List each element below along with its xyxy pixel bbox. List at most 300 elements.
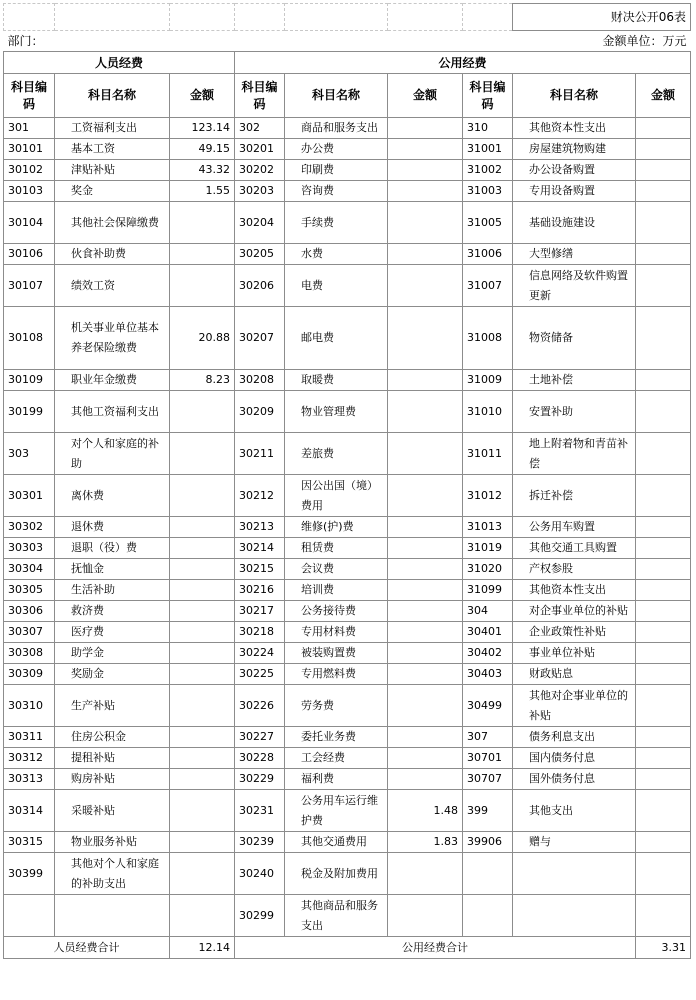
cell-code-personnel: 30302	[4, 517, 55, 538]
cell-code-public: 30213	[235, 517, 285, 538]
cell-amount-capital	[636, 139, 691, 160]
table-row	[4, 895, 691, 937]
cell-name-personnel: 助学金	[55, 643, 170, 664]
cell-amount-public	[388, 139, 463, 160]
cell-name-public: 印刷费	[285, 160, 388, 181]
cell-code-capital: 310	[463, 118, 513, 139]
cell-amount-capital	[636, 433, 691, 475]
cell-code-capital: 31013	[463, 517, 513, 538]
cell-amount-personnel	[170, 853, 235, 895]
cell-code-personnel: 30311	[4, 727, 55, 748]
cell-code-personnel: 30106	[4, 244, 55, 265]
cell-code-capital: 31019	[463, 538, 513, 559]
cell-name-public: 物业管理费	[285, 391, 388, 433]
cell-code-personnel: 303	[4, 433, 55, 475]
col-name-3: 科目名称	[513, 74, 636, 118]
cell-amount-personnel	[170, 580, 235, 601]
cell-amount-capital	[636, 370, 691, 391]
table-row	[4, 538, 691, 559]
cell-name-capital: 国外债务付息	[513, 769, 636, 790]
section-personnel: 人员经费	[4, 52, 235, 74]
cell-code-personnel: 30104	[4, 202, 55, 244]
cell-code-public: 30215	[235, 559, 285, 580]
cell-amount-personnel	[170, 391, 235, 433]
cell-code-public: 30228	[235, 748, 285, 769]
cell-name-capital: 国内债务付息	[513, 748, 636, 769]
cell-code-personnel: 30313	[4, 769, 55, 790]
personnel-total-label: 人员经费合计	[4, 937, 170, 959]
cell-amount-personnel	[170, 433, 235, 475]
cell-name-capital: 其他支出	[513, 790, 636, 832]
cell-name-personnel: 住房公积金	[55, 727, 170, 748]
cell-amount-personnel: 20.88	[170, 307, 235, 370]
personnel-total-value: 12.14	[170, 937, 235, 959]
cell-amount-public	[388, 580, 463, 601]
cell-code-capital: 31010	[463, 391, 513, 433]
cell-name-public: 租赁费	[285, 538, 388, 559]
cell-amount-capital	[636, 202, 691, 244]
cell-amount-personnel	[170, 832, 235, 853]
cell-amount-capital	[636, 622, 691, 643]
cell-name-public: 其他商品和服务支出	[285, 895, 388, 937]
cell-code-public: 30212	[235, 475, 285, 517]
cell-amount-personnel	[170, 622, 235, 643]
cell-amount-capital	[636, 895, 691, 937]
cell-amount-capital	[636, 685, 691, 727]
cell-code-personnel: 30308	[4, 643, 55, 664]
cell-name-public: 税金及附加费用	[285, 853, 388, 895]
expense-table	[3, 3, 691, 959]
cell-code-personnel: 30315	[4, 832, 55, 853]
cell-code-capital	[463, 895, 513, 937]
cell-name-capital	[513, 853, 636, 895]
cell-code-public: 30202	[235, 160, 285, 181]
cell-amount-capital	[636, 664, 691, 685]
cell-code-public: 30211	[235, 433, 285, 475]
cell-amount-public	[388, 307, 463, 370]
cell-amount-public	[388, 601, 463, 622]
cell-amount-personnel	[170, 790, 235, 832]
cell-amount-public	[388, 559, 463, 580]
cell-amount-personnel	[170, 727, 235, 748]
cell-name-capital: 安置补助	[513, 391, 636, 433]
cell-name-public: 取暖费	[285, 370, 388, 391]
cell-code-public: 30204	[235, 202, 285, 244]
cell-code-capital: 39906	[463, 832, 513, 853]
cell-code-public: 30207	[235, 307, 285, 370]
table-row	[4, 559, 691, 580]
cell-name-capital: 地上附着物和青苗补偿	[513, 433, 636, 475]
cell-amount-personnel	[170, 601, 235, 622]
table-row	[4, 853, 691, 895]
totals-row	[4, 937, 691, 959]
cell-amount-personnel	[170, 685, 235, 727]
table-row	[4, 622, 691, 643]
cell-name-public: 因公出国（境）费用	[285, 475, 388, 517]
cell-name-capital: 其他资本性支出	[513, 118, 636, 139]
table-row	[4, 601, 691, 622]
cell-code-capital: 30707	[463, 769, 513, 790]
cell-code-capital: 30403	[463, 664, 513, 685]
table-row	[4, 265, 691, 307]
cell-amount-personnel	[170, 769, 235, 790]
cell-code-personnel: 30312	[4, 748, 55, 769]
table-row	[4, 244, 691, 265]
cell-name-capital: 信息网络及软件购置更新	[513, 265, 636, 307]
cell-amount-public	[388, 622, 463, 643]
cell-name-personnel: 物业服务补贴	[55, 832, 170, 853]
cell-amount-public	[388, 664, 463, 685]
cell-name-public: 委托业务费	[285, 727, 388, 748]
cell-amount-personnel	[170, 202, 235, 244]
cell-code-personnel: 30109	[4, 370, 55, 391]
cell-name-personnel: 生活补助	[55, 580, 170, 601]
cell-amount-capital	[636, 307, 691, 370]
cell-name-personnel: 其他工资福利支出	[55, 391, 170, 433]
cell-amount-capital	[636, 244, 691, 265]
cell-name-capital: 债务利息支出	[513, 727, 636, 748]
cell-name-capital: 公务用车购置	[513, 517, 636, 538]
cell-amount-public	[388, 391, 463, 433]
cell-amount-public	[388, 517, 463, 538]
cell-amount-personnel	[170, 538, 235, 559]
cell-amount-capital	[636, 832, 691, 853]
cell-name-capital: 财政贴息	[513, 664, 636, 685]
table-row	[4, 307, 691, 370]
cell-name-public: 商品和服务支出	[285, 118, 388, 139]
cell-name-capital: 赠与	[513, 832, 636, 853]
meta-row	[4, 31, 691, 52]
cell-code-capital: 31002	[463, 160, 513, 181]
cell-code-capital: 30402	[463, 643, 513, 664]
cell-amount-personnel	[170, 265, 235, 307]
table-row	[4, 118, 691, 139]
cell-name-personnel: 对个人和家庭的补助	[55, 433, 170, 475]
table-row	[4, 139, 691, 160]
cell-code-capital: 31007	[463, 265, 513, 307]
cell-name-public: 水费	[285, 244, 388, 265]
table-row	[4, 181, 691, 202]
cell-code-public: 30206	[235, 265, 285, 307]
cell-name-public: 邮电费	[285, 307, 388, 370]
section-header-row	[4, 52, 691, 74]
cell-name-capital: 其他对企事业单位的补贴	[513, 685, 636, 727]
cell-name-personnel	[55, 895, 170, 937]
cell-code-public: 30214	[235, 538, 285, 559]
cell-name-capital: 事业单位补贴	[513, 643, 636, 664]
table-row	[4, 391, 691, 433]
cell-amount-public	[388, 118, 463, 139]
cell-name-public: 维修(护)费	[285, 517, 388, 538]
cell-code-capital: 30499	[463, 685, 513, 727]
cell-amount-personnel	[170, 475, 235, 517]
cell-code-capital: 31020	[463, 559, 513, 580]
cell-code-public: 30201	[235, 139, 285, 160]
cell-name-public: 劳务费	[285, 685, 388, 727]
cell-amount-public	[388, 244, 463, 265]
cell-amount-capital	[636, 790, 691, 832]
unit-label: 金额单位：万元	[602, 34, 687, 48]
table-row	[4, 685, 691, 727]
cell-code-personnel: 30305	[4, 580, 55, 601]
cell-amount-personnel	[170, 748, 235, 769]
cell-code-personnel: 30102	[4, 160, 55, 181]
cell-name-personnel: 抚恤金	[55, 559, 170, 580]
cell-name-capital: 土地补偿	[513, 370, 636, 391]
cell-code-capital: 31001	[463, 139, 513, 160]
cell-name-public: 培训费	[285, 580, 388, 601]
cell-name-public: 电费	[285, 265, 388, 307]
cell-name-capital: 办公设备购置	[513, 160, 636, 181]
cell-code-capital: 304	[463, 601, 513, 622]
cell-amount-capital	[636, 391, 691, 433]
cell-name-personnel: 退职（役）费	[55, 538, 170, 559]
cell-name-capital: 基础设施建设	[513, 202, 636, 244]
table-row	[4, 832, 691, 853]
table-row	[4, 748, 691, 769]
cell-name-personnel: 救济费	[55, 601, 170, 622]
cell-amount-capital	[636, 265, 691, 307]
cell-name-personnel: 奖金	[55, 181, 170, 202]
section-public: 公用经费	[235, 52, 691, 74]
cell-amount-public	[388, 685, 463, 727]
cell-amount-personnel	[170, 517, 235, 538]
cell-code-personnel: 30108	[4, 307, 55, 370]
cell-code-public: 30224	[235, 643, 285, 664]
cell-name-personnel: 绩效工资	[55, 265, 170, 307]
cell-amount-public	[388, 643, 463, 664]
cell-code-capital: 31006	[463, 244, 513, 265]
cell-amount-public	[388, 769, 463, 790]
cell-name-personnel: 采暖补贴	[55, 790, 170, 832]
table-row	[4, 202, 691, 244]
cell-name-personnel: 提租补贴	[55, 748, 170, 769]
cell-code-personnel: 30304	[4, 559, 55, 580]
cell-amount-capital	[636, 643, 691, 664]
cell-amount-public	[388, 202, 463, 244]
cell-name-personnel: 购房补贴	[55, 769, 170, 790]
cell-code-personnel: 30399	[4, 853, 55, 895]
cell-code-public: 30218	[235, 622, 285, 643]
cell-code-public: 30225	[235, 664, 285, 685]
cell-code-public: 30217	[235, 601, 285, 622]
cell-amount-personnel: 8.23	[170, 370, 235, 391]
col-code-2: 科目编码	[235, 74, 285, 118]
cell-amount-public	[388, 433, 463, 475]
cell-code-capital: 30701	[463, 748, 513, 769]
cell-amount-public	[388, 748, 463, 769]
col-name-1: 科目名称	[55, 74, 170, 118]
cell-name-public: 专用燃料费	[285, 664, 388, 685]
cell-code-personnel: 30103	[4, 181, 55, 202]
cell-code-capital: 31008	[463, 307, 513, 370]
cell-amount-public	[388, 160, 463, 181]
cell-amount-capital	[636, 748, 691, 769]
cell-amount-capital	[636, 853, 691, 895]
cell-amount-capital	[636, 580, 691, 601]
cell-code-public: 30227	[235, 727, 285, 748]
col-amount-1: 金额	[170, 74, 235, 118]
cell-name-public: 手续费	[285, 202, 388, 244]
cell-code-public: 30216	[235, 580, 285, 601]
cell-code-personnel: 30306	[4, 601, 55, 622]
cell-name-personnel: 其他对个人和家庭的补助支出	[55, 853, 170, 895]
form-code: 财决公开06表	[513, 4, 691, 31]
cell-code-capital: 31099	[463, 580, 513, 601]
cell-name-personnel: 机关事业单位基本养老保险缴费	[55, 307, 170, 370]
table-row	[4, 475, 691, 517]
department-label: 部门：	[7, 34, 44, 48]
cell-name-personnel: 奖励金	[55, 664, 170, 685]
cell-code-capital: 30401	[463, 622, 513, 643]
cell-amount-personnel	[170, 895, 235, 937]
cell-code-capital: 31011	[463, 433, 513, 475]
cell-code-personnel: 30310	[4, 685, 55, 727]
public-total-label: 公用经费合计	[235, 937, 636, 959]
cell-amount-public	[388, 475, 463, 517]
cell-name-capital: 对企事业单位的补贴	[513, 601, 636, 622]
cell-code-capital: 31012	[463, 475, 513, 517]
cell-amount-public	[388, 370, 463, 391]
cell-name-public: 差旅费	[285, 433, 388, 475]
col-code-1: 科目编码	[4, 74, 55, 118]
cell-code-personnel: 301	[4, 118, 55, 139]
cell-amount-personnel: 1.55	[170, 181, 235, 202]
table-row	[4, 727, 691, 748]
cell-name-personnel: 工资福利支出	[55, 118, 170, 139]
cell-code-personnel: 30101	[4, 139, 55, 160]
cell-name-personnel: 退休费	[55, 517, 170, 538]
cell-name-capital: 产权参股	[513, 559, 636, 580]
cell-name-public: 福利费	[285, 769, 388, 790]
cell-name-personnel: 医疗费	[55, 622, 170, 643]
cell-name-capital: 专用设备购置	[513, 181, 636, 202]
cell-name-public: 工会经费	[285, 748, 388, 769]
table-row	[4, 160, 691, 181]
cell-name-capital: 其他交通工具购置	[513, 538, 636, 559]
table-row	[4, 664, 691, 685]
cell-name-personnel: 其他社会保障缴费	[55, 202, 170, 244]
cell-name-public: 专用材料费	[285, 622, 388, 643]
public-total-value: 3.31	[636, 937, 691, 959]
table-row	[4, 370, 691, 391]
cell-amount-public	[388, 895, 463, 937]
cell-code-personnel: 30309	[4, 664, 55, 685]
cell-code-capital: 31009	[463, 370, 513, 391]
budget-sheet	[3, 3, 690, 959]
cell-code-public: 30299	[235, 895, 285, 937]
cell-code-personnel: 30107	[4, 265, 55, 307]
cell-amount-public	[388, 181, 463, 202]
col-code-3: 科目编码	[463, 74, 513, 118]
cell-amount-personnel	[170, 664, 235, 685]
cell-code-personnel: 30301	[4, 475, 55, 517]
cell-amount-personnel	[170, 244, 235, 265]
cell-code-personnel: 30199	[4, 391, 55, 433]
cell-amount-capital	[636, 727, 691, 748]
cell-amount-public	[388, 538, 463, 559]
cell-code-public: 30239	[235, 832, 285, 853]
cell-name-public: 被装购置费	[285, 643, 388, 664]
cell-code-personnel: 30307	[4, 622, 55, 643]
cell-name-personnel: 生产补贴	[55, 685, 170, 727]
cell-name-personnel: 津贴补贴	[55, 160, 170, 181]
cell-name-public: 咨询费	[285, 181, 388, 202]
cell-amount-capital	[636, 181, 691, 202]
cell-name-capital: 其他资本性支出	[513, 580, 636, 601]
cell-name-capital: 房屋建筑物购建	[513, 139, 636, 160]
cell-code-public: 30226	[235, 685, 285, 727]
cell-name-capital: 大型修缮	[513, 244, 636, 265]
cell-amount-personnel	[170, 559, 235, 580]
cell-code-public: 30203	[235, 181, 285, 202]
cell-name-personnel: 伙食补助费	[55, 244, 170, 265]
column-header-row	[4, 74, 691, 118]
col-name-2: 科目名称	[285, 74, 388, 118]
cell-amount-capital	[636, 538, 691, 559]
table-row	[4, 643, 691, 664]
cell-amount-public: 1.48	[388, 790, 463, 832]
cell-amount-capital	[636, 475, 691, 517]
cell-name-capital	[513, 895, 636, 937]
cell-code-public: 30209	[235, 391, 285, 433]
cell-name-personnel: 离休费	[55, 475, 170, 517]
cell-amount-public	[388, 265, 463, 307]
cell-amount-personnel: 123.14	[170, 118, 235, 139]
cell-code-capital	[463, 853, 513, 895]
cell-code-public: 30208	[235, 370, 285, 391]
cell-amount-personnel	[170, 643, 235, 664]
cell-name-public: 办公费	[285, 139, 388, 160]
table-row	[4, 790, 691, 832]
cell-name-capital: 物资储备	[513, 307, 636, 370]
col-amount-2: 金额	[388, 74, 463, 118]
cell-code-public: 302	[235, 118, 285, 139]
cell-name-public: 其他交通费用	[285, 832, 388, 853]
cell-name-public: 公务用车运行维护费	[285, 790, 388, 832]
cell-code-public: 30231	[235, 790, 285, 832]
cell-name-personnel: 基本工资	[55, 139, 170, 160]
cell-amount-capital	[636, 601, 691, 622]
cell-amount-capital	[636, 769, 691, 790]
cell-amount-public: 1.83	[388, 832, 463, 853]
cell-code-personnel: 30303	[4, 538, 55, 559]
cell-code-public: 30205	[235, 244, 285, 265]
cell-amount-personnel: 49.15	[170, 139, 235, 160]
cell-code-personnel: 30314	[4, 790, 55, 832]
cell-code-public: 30229	[235, 769, 285, 790]
cell-code-capital: 31005	[463, 202, 513, 244]
cell-name-public: 会议费	[285, 559, 388, 580]
table-row	[4, 433, 691, 475]
cell-code-personnel	[4, 895, 55, 937]
data-rows	[4, 118, 691, 937]
cell-amount-public	[388, 853, 463, 895]
cell-name-personnel: 职业年金缴费	[55, 370, 170, 391]
cell-amount-capital	[636, 118, 691, 139]
cell-amount-personnel: 43.32	[170, 160, 235, 181]
cell-code-capital: 31003	[463, 181, 513, 202]
cell-name-public: 公务接待费	[285, 601, 388, 622]
cell-name-capital: 企业政策性补贴	[513, 622, 636, 643]
cell-name-capital: 拆迁补偿	[513, 475, 636, 517]
cell-amount-capital	[636, 559, 691, 580]
table-row	[4, 517, 691, 538]
cell-amount-capital	[636, 160, 691, 181]
cell-amount-public	[388, 727, 463, 748]
table-row	[4, 769, 691, 790]
cell-amount-capital	[636, 517, 691, 538]
